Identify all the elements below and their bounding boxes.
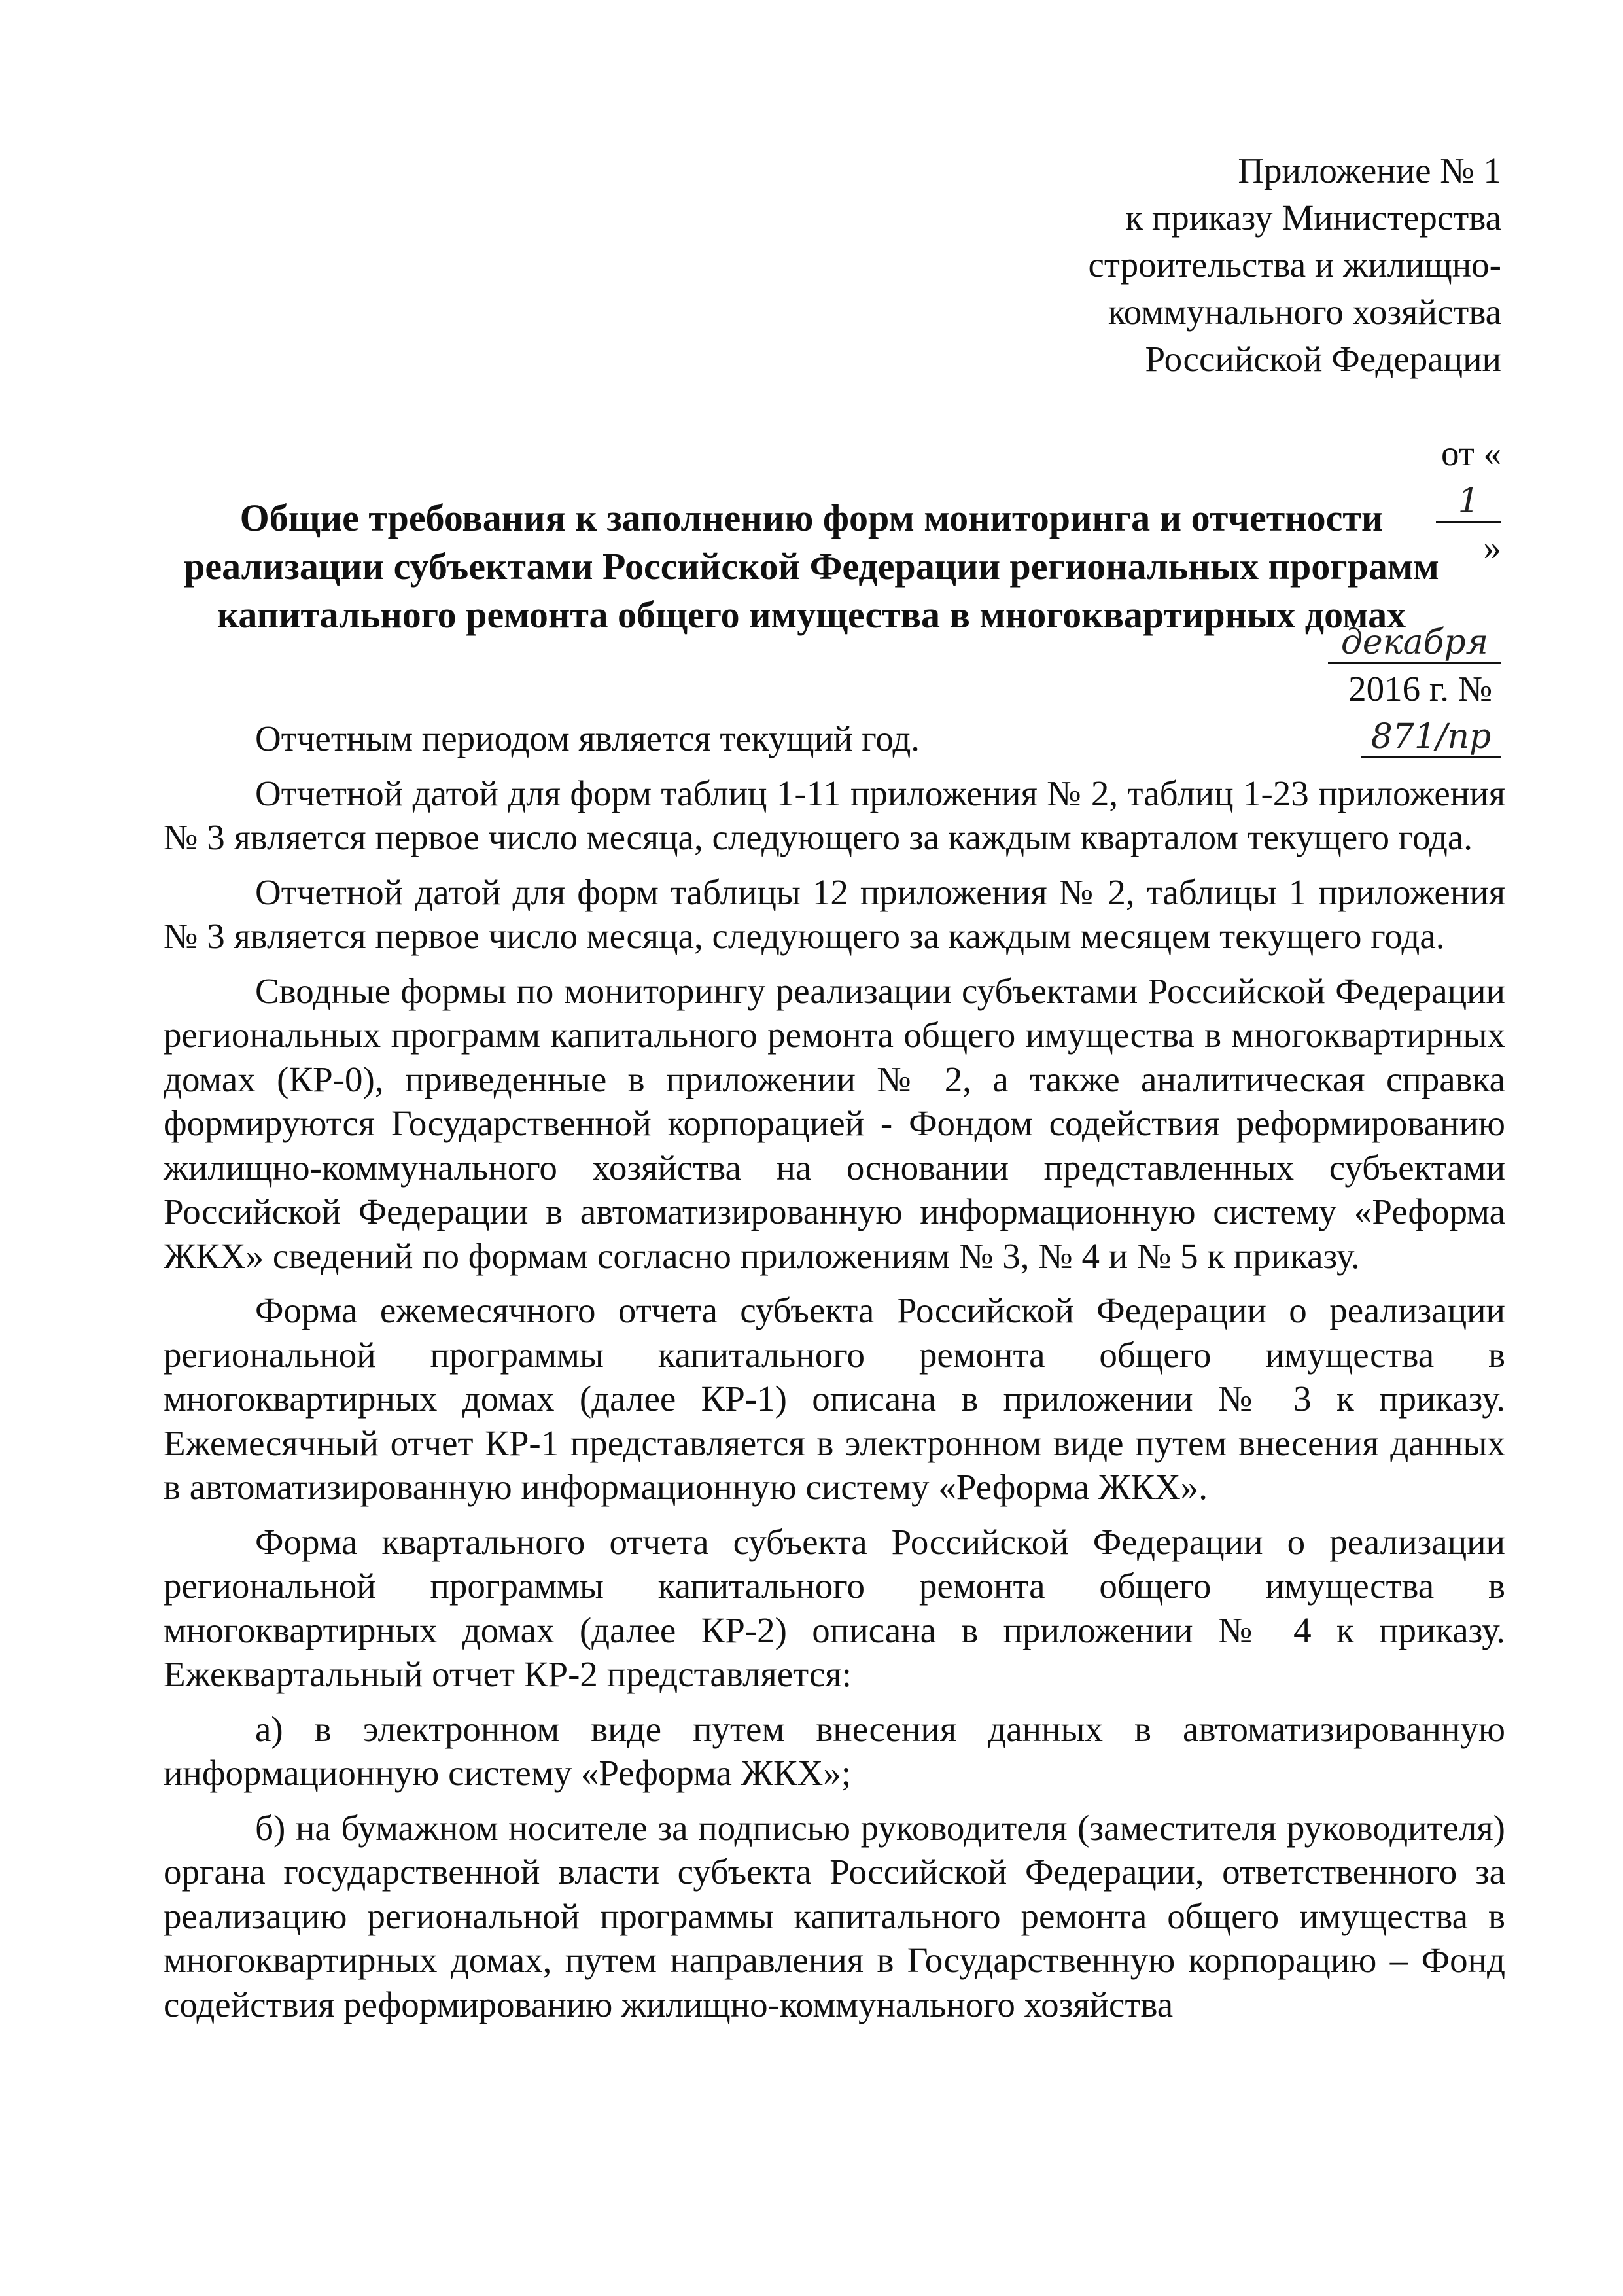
document-body — [164, 716, 1505, 2026]
appendix-number: Приложение № 1 — [1238, 150, 1501, 190]
date-year: 2016 г. № — [1339, 669, 1501, 709]
date-month-handwritten: декабря — [1328, 623, 1501, 664]
paragraph-summary-forms: Сводные формы по мониторингу реализации субъектами Российской Федерации региональных программ капитального ремонта общего имущества в многоквартирных домах (КР-0), приведенные в приложении № 2, а также аналитическая справка формируются Государственной корпорацией - Фондом содействия реформированию жилищно-коммунального хозяйства на основании представленных субъектами Российской Федерации в автоматизированную информационную систему «Реформа ЖКХ» сведений по формам согласно приложениям № 3, № 4 и № 5 к приказу. — [164, 970, 1505, 1276]
paragraph-kr1-form: Форма ежемесячного отчета субъекта Российской Федерации о реализации региональной программы капитального ремонта общего имущества в многоквартирных домах (далее КР-1) описана в приложении № 3 к приказу. Ежемесячный отчет КР-1 представляется в электронном виде путем внесения данных в автоматизированную информационную систему «Реформа ЖКХ». — [164, 1290, 1505, 1507]
appendix-ministry-line-3: Российской Федерации — [1145, 339, 1501, 379]
appendix-ministry-line-2: коммунального хозяйства — [1108, 292, 1501, 332]
appendix-header — [1089, 147, 1501, 807]
appendix-ministry-line-1: строительства и жилищно- — [1088, 245, 1501, 285]
paragraph-monthly-date: Отчетной датой для форм таблицы 12 приложения № 2, таблицы 1 приложения № 3 является первое число месяца, следующего за каждым месяцем текущего года. — [164, 872, 1505, 956]
title-line-1: Общие требования к заполнению форм мониторинга и отчетности — [239, 497, 1384, 539]
paragraph-reporting-period: Отчетным периодом является текущий год. — [255, 718, 920, 758]
date-prefix: от « — [1440, 433, 1501, 473]
paragraph-kr2-electronic: а) в электронном виде путем внесения данных в автоматизированную информационную систему «Реформа ЖКХ»; — [164, 1708, 1505, 1793]
date-mid: » — [1483, 527, 1501, 567]
paragraph-kr2-form: Форма квартального отчета субъекта Российской Федерации о реализации региональной программы капитального ремонта общего имущества в многоквартирных домах (далее КР-2) описана в приложении № 4 к приказу. Ежеквартальный отчет КР-2 представляется: — [164, 1521, 1505, 1694]
appendix-order-ref: к приказу Министерства — [1125, 198, 1501, 238]
order-number-handwritten: 871/пр — [1361, 717, 1501, 758]
paragraph-quarterly-date: Отчетной датой для форм таблиц 1-11 приложения № 2, таблиц 1-23 приложения № 3 является первое число месяца, следующего за каждым кварталом текущего года. — [164, 773, 1505, 857]
title-line-2: реализации субъектами Российской Федерации региональных программ — [184, 545, 1439, 588]
document-title — [118, 494, 1505, 639]
date-day-handwritten: 1 — [1436, 482, 1501, 523]
paragraph-kr2-paper: б) на бумажном носителе за подписью руководителя (заместителя руководителя) органа государственной власти субъекта Российской Федерации, ответственного за реализацию региональной программы капитального ремонта общего имущества в многоквартирных домах, путем направления в Государственную корпорацию – Фонд содействия реформированию жилищно-коммунального хозяйства — [164, 1807, 1505, 2024]
title-line-3: капитального ремонта общего имущества в многоквартирных домах — [217, 593, 1406, 636]
